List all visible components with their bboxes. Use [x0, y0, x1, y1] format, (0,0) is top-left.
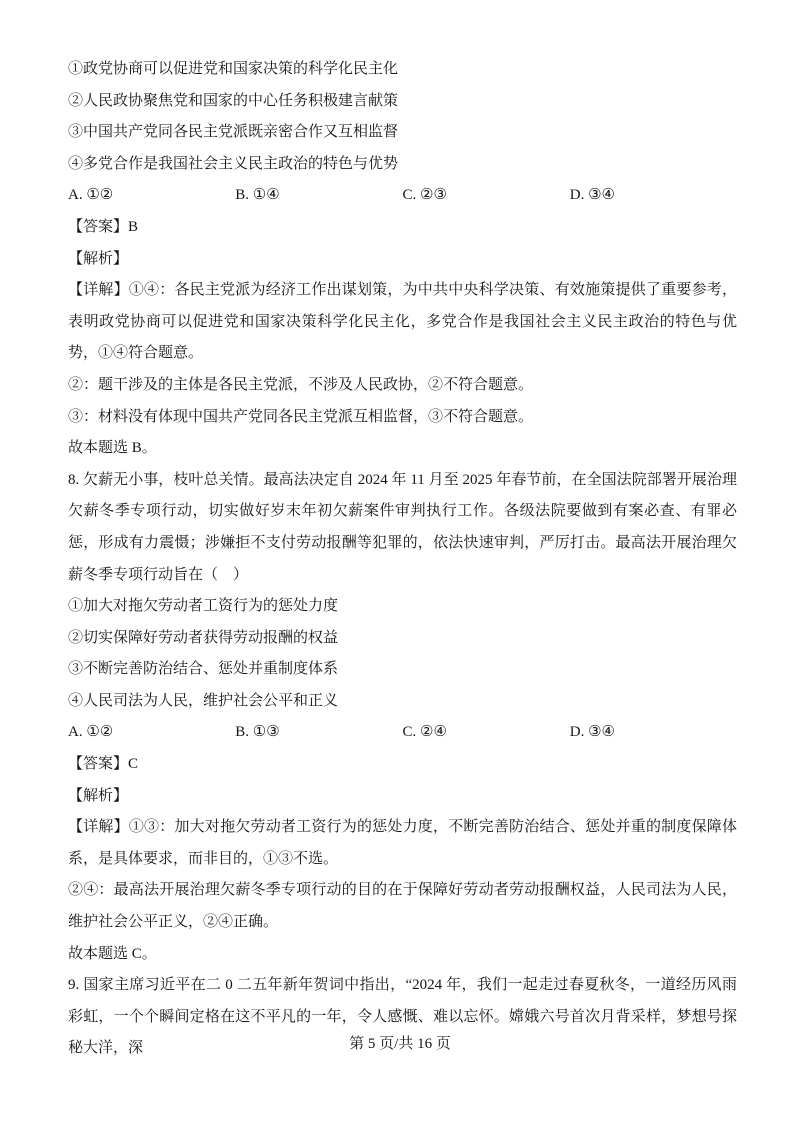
q8-answer-value: C [128, 756, 139, 773]
q7-statement-4: ④多党合作是我国社会主义民主政治的特色与优势 [68, 155, 399, 172]
page-footer: 第 5 页/共 16 页 [349, 1036, 451, 1052]
q7-point2-paragraph: ②：题干涉及的主体是各民主党派，不涉及人民政协，②不符合题意。 [68, 376, 534, 393]
q7-choices-row [68, 180, 737, 212]
q7-answer-label: 【答案】 [68, 218, 129, 235]
q7-statement-2: ②人民政协聚焦党和国家的中心任务积极建言献策 [68, 92, 399, 109]
q8-statement-3: ③不断完善防治结合、惩处并重制度体系 [68, 661, 339, 678]
q8-answer-label: 【答案】 [68, 756, 129, 773]
q7-statement-1: ①政党协商可以促进党和国家决策的科学化民主化 [68, 61, 399, 77]
q8-stem: 8. 欠薪无小事，枝叶总关情。最高法决定自 2024 年 11 月至 2025 年春节前，在全国法院部署开展治理欠薪冬季专项行动，切实做好岁末年初欠薪案件审判执行工作。各级法院要做到有案必查、有罪必惩，形成有力震慑；涉嫌拒不支付劳动报酬等犯罪的，依法快速审判，严厉打击。最高法开展治理欠薪冬季专项行动旨在（ ） [68, 471, 737, 583]
q8-statement-4: ④人民司法为人民，维护社会公平和正义 [68, 692, 339, 709]
q8-choice-c: C. ②④ [402, 724, 447, 741]
q8-choice-d: D. ③④ [569, 724, 615, 741]
q8-analysis-label: 【解析】 [68, 787, 129, 804]
q8-choice-b: B. ①③ [235, 724, 280, 741]
q9-stem: 9. 国家主席习近平在二 0 二五年新年贺词中指出，“2024 年，我们一起走过春夏秋冬，一道经历风雨彩虹，一个个瞬间定格在这不平凡的一年，令人感慨、难以忘怀。嫦娥六号首次月背采样，梦想号探秘大洋，深 [68, 977, 737, 1057]
page-content [68, 54, 737, 1065]
q8-choices-row [68, 717, 737, 749]
q7-point3-paragraph: ③：材料没有体现中国共产党同各民主党派互相监督，③不符合题意。 [68, 408, 534, 425]
q8-statement-2: ②切实保障好劳动者获得劳动报酬的权益 [68, 629, 339, 646]
q7-choice-b: B. ①④ [235, 187, 280, 204]
q8-conclusion: 故本题选 C。 [68, 945, 157, 962]
q7-choice-c: C. ②③ [402, 187, 447, 204]
q7-choice-a: A. ①② [68, 187, 114, 204]
q7-conclusion: 故本题选 B。 [68, 440, 157, 457]
q8-point24-paragraph: ②④：最高法开展治理欠薪冬季专项行动的目的在于保障好劳动者劳动报酬权益，人民司法为人民，维护社会公平正义，②④正确。 [68, 882, 737, 931]
q7-analysis-label: 【解析】 [68, 250, 129, 267]
q7-detail-paragraph: 【详解】①④：各民主党派为经济工作出谋划策，为中共中央科学决策、有效施策提供了重要参考，表明政党协商可以促进党和国家决策科学化民主化，多党合作是我国社会主义民主政治的特色与优势，①④符合题意。 [68, 282, 737, 362]
q8-detail-paragraph: 【详解】①③：加大对拖欠劳动者工资行为的惩处力度，不断完善防治结合、惩处并重的制度保障体系，是具体要求，而非目的，①③不选。 [68, 819, 737, 867]
q8-choice-a: A. ①② [68, 724, 114, 741]
q8-answer-line [68, 749, 737, 781]
q7-choice-d: D. ③④ [569, 187, 615, 204]
q8-statement-1: ①加大对拖欠劳动者工资行为的惩处力度 [68, 598, 339, 615]
q7-answer-value: B [128, 218, 139, 235]
q7-statement-3: ③中国共产党同各民主党派既亲密合作又互相监督 [68, 124, 399, 141]
q7-answer-line [68, 212, 737, 244]
